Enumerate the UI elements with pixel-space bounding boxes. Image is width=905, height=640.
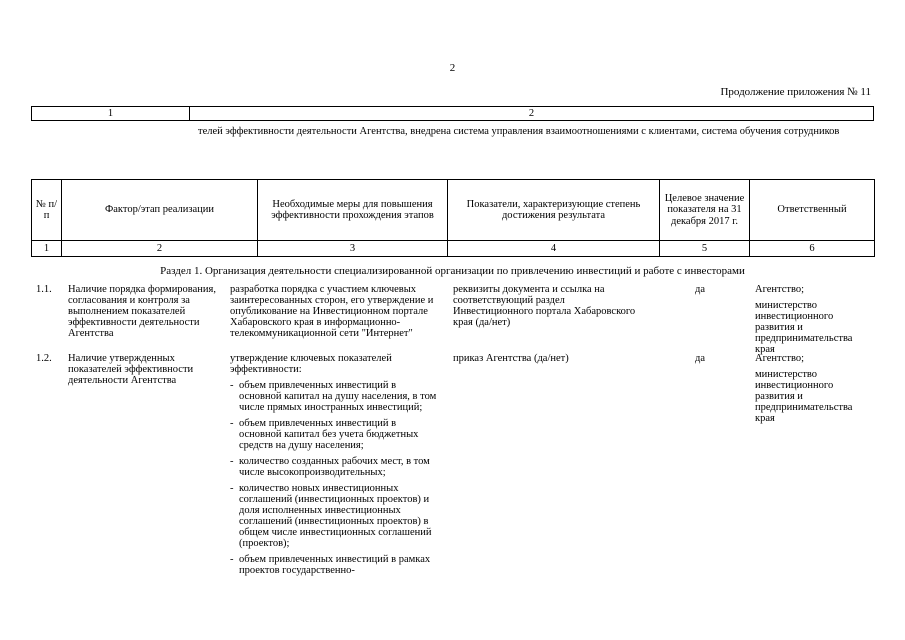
row-2-factor: Наличие утвержденных показателей эффективности деятельности Агентства [68, 353, 194, 387]
carry-over-text: телей эффективности деятельности Агентства, внедрена система управления взаимоотношениями с клиентами, система обучения сотрудников [198, 126, 840, 137]
header-factor: Фактор/этап реализации [62, 180, 258, 241]
section-title: Раздел 1. Организация деятельности специализированной организации по привлечению инвестиций и работе с инвесторами [160, 265, 745, 277]
row-1-responsible [755, 284, 870, 355]
row-2-number: 1.2. [36, 353, 52, 364]
row-1-target: да [694, 284, 705, 295]
col-number-3: 3 [258, 241, 448, 257]
prev-col-2: 2 [190, 107, 874, 121]
row-1-measures: разработка порядка с участием ключевых заинтересованных сторон, его утверждение и опубликование на Инвестиционном портале Хабаровского края в информационно-телекоммуникационной сети "Интернет" [230, 284, 434, 340]
previous-table-header [31, 106, 874, 121]
header-responsible: Ответственный [750, 180, 875, 241]
prev-col-1: 1 [32, 107, 190, 121]
row-1-factor: Наличие порядка формирования, согласования и контроля за выполнением показателей эффективности деятельности Агентства [68, 284, 216, 340]
row-1-number: 1.1. [36, 284, 52, 295]
row-2-indicator: приказ Агентства (да/нет) [453, 353, 569, 364]
continuation-label: Продолжение приложения № 11 [720, 86, 871, 98]
page-number: 2 [449, 62, 456, 74]
row-1-indicator: реквизиты документа и ссылка на соответствующий раздел Инвестиционного портала Хабаровского края (да/нет) [453, 284, 636, 329]
list-item: - количество созданных рабочих мест, в том числе высокопроизводительных; [230, 456, 430, 479]
header-target: Целевое значение показателя на 31 декабря 2017 г. [660, 180, 750, 241]
list-item: - объем привлеченных инвестиций в основной капитал на душу населения, в том числе прямых иностранных инвестиций; [230, 380, 437, 414]
header-indicators: Показатели, характеризующие степень достижения результата [448, 180, 660, 241]
col-number-5: 5 [660, 241, 750, 257]
header-measures: Необходимые меры для повышения эффективности прохождения этапов [258, 180, 448, 241]
col-number-1: 1 [32, 241, 62, 257]
measures-table-header [31, 179, 875, 257]
col-number-2: 2 [62, 241, 258, 257]
row-2-responsible-agency: Агентство; [755, 353, 805, 364]
header-number: № п/п [32, 180, 62, 241]
col-number-4: 4 [448, 241, 660, 257]
list-item: - объем привлеченных инвестиций в основной капитал без учета бюджетных средств на душу населения; [230, 418, 419, 452]
list-item: - объем привлеченных инвестиций в рамках проектов государственно- [230, 554, 431, 577]
row-2-responsible [755, 353, 870, 424]
row-1-responsible-ministry: министерство инвестиционного развития и предпринимательства края [755, 300, 853, 356]
row-2-measures-intro: утверждение ключевых показателей эффективности: [230, 353, 392, 376]
row-2-target: да [694, 353, 705, 364]
col-number-6: 6 [750, 241, 875, 257]
list-item: - количество новых инвестиционных соглашений (инвестиционных проектов) и доля исполненных инвестиционных соглашений (инвестиционных проектов) в общем числе инвестиционных соглашений (проектов); [230, 483, 432, 550]
row-2-responsible-ministry: министерство инвестиционного развития и предпринимательства края [755, 369, 853, 425]
row-1-responsible-agency: Агентство; [755, 284, 805, 295]
row-2-measures [230, 353, 440, 576]
